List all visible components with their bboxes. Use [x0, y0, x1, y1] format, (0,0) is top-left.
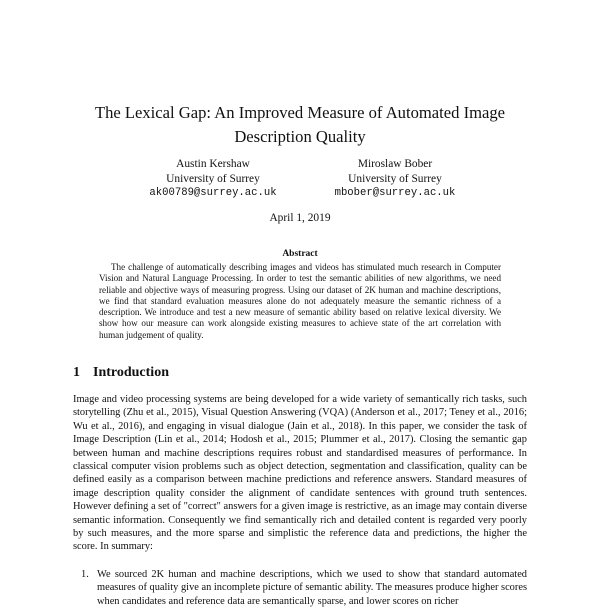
author-name: Miroslaw Bober	[357, 158, 433, 170]
author-block-2	[310, 157, 480, 201]
author-affiliation: University of Surrey	[166, 172, 260, 185]
section-title: Introduction	[93, 365, 169, 380]
author-affiliation: University of Surrey	[348, 172, 442, 185]
list-item	[73, 568, 527, 608]
abstract-heading: Abstract	[282, 249, 318, 259]
author-block-1	[128, 157, 298, 201]
section-heading	[73, 365, 169, 381]
author-email: ak00789@surrey.ac.uk	[149, 187, 277, 199]
list-item-number: 1.	[81, 569, 89, 580]
section-number: 1	[73, 365, 80, 380]
abstract-text: The challenge of automatically describing images and videos has stimulated much research in Computer Vision and Natural Language Processing. In order to test the semantic abilities of new algorithms, we need reliable and objective ways of measuring progress. Using our dataset of 2K human and machine descriptions, we find that standard evaluation measures alone do not adequately measure the semantic richness of a description. We introduce and test a new measure of semantic ability based on relative lexical diversity. We show how our measure can work alongside existing measures to achieve state of the art correlation with human judgement of quality.	[99, 262, 501, 340]
author-name: Austin Kershaw	[176, 158, 250, 170]
intro-paragraph: Image and video processing systems are being developed for a wide variety of semantically rich tasks, such storytelling (Zhu et al., 2015), Visual Question Answering (VQA) (Anderson et al., 2017; Teney et al., 2016; Wu et al., 2016), and engaging in visual dialogue (Jain et al., 2018). In this paper, we consider the task of Image Description (Lin et al., 2014; Hodosh et al., 2015; Plummer et al., 2017). Closing the semantic gap between human and machine descriptions requires robust and standardised measures of performance. In classical computer vision problems such as object detection, segmentation and classification, quality can be defined easily as a comparison between machine predictions and reference answers. Standard measures of image description quality consider the alignment of candidate sentences with ground truth sentences. However defining a set of "correct" answers for a given image is restrictive, as an image may contain diverse semantic information. Consequently we find semantically rich and detailed content is regarded very poorly by such measures, and the more sparse and simplistic the reference data and predictions, the higher the score. In summary:	[73, 394, 527, 553]
paper-date: April 1, 2019	[269, 212, 331, 224]
paper-title: The Lexical Gap: An Improved Measure of Automated Image Description Quality	[94, 103, 506, 146]
author-email: mbober@surrey.ac.uk	[334, 187, 456, 199]
list-item-text: We sourced 2K human and machine descriptions, which we used to show that standard automated measures of quality give an incomplete picture of semantic ability. The measures produce higher scores when candidates and reference data are semantically sparse, and lower scores on richer	[97, 569, 527, 607]
